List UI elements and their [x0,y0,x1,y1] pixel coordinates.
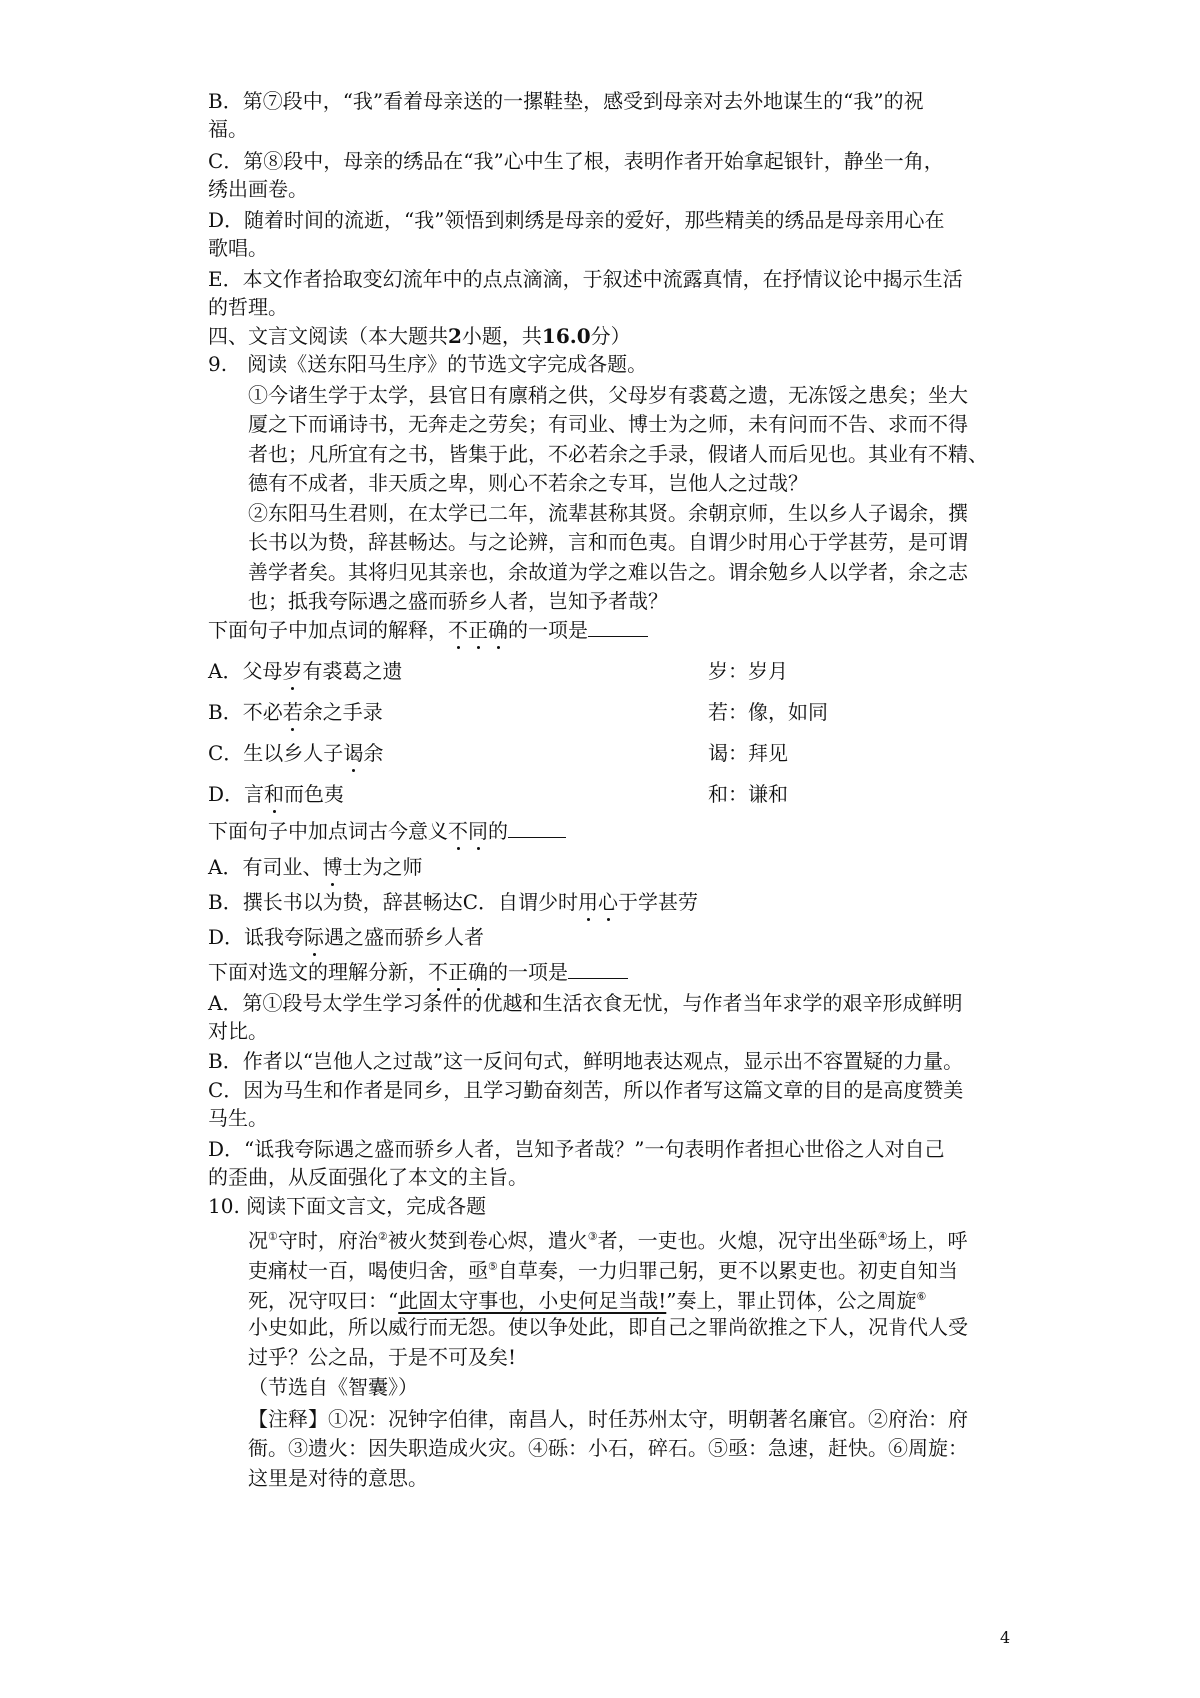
option-explanation: 岁：岁月 [708,659,788,683]
q9-sub3-option-d-line2: 的歪曲，从反面强化了本文的主旨。 [208,1165,528,1189]
q10-passage-line2: 吏痛杖一百，喝使归舍，亟⑤自草奏，一力归罪己躬，更不以累吏也。初吏自知当 [248,1258,958,1283]
page-number: 4 [1000,1628,1011,1647]
q9-sub3-option-a-line2: 对比。 [208,1019,268,1043]
q9-sub2-prompt: 下面句子中加点词古今意义不同的 [208,816,1008,846]
section-heading: 四、文言文阅读（本大题共2小题，共16.0分） [208,324,631,348]
q9-sub2-option-a: A．有司业、博士为之师 [208,852,1008,882]
option-b-line2: 福。 [208,117,248,141]
q9-sub1-option-d: D．言和而色夷 和：谦和 [208,779,1008,809]
q9-passage1-line4: 德有不成者，非天质之卑，则心不若余之专耳，岂他人之过哉？ [248,471,808,495]
option-d-line2: 歌唱。 [208,236,268,260]
option-b-line1: B．第⑦段中，“我”看着母亲送的一摞鞋垫，感受到母亲对去外地谋生的“我”的祝 [208,89,924,113]
q9-sub1-option-c: C．生以乡人子谒余 谒：拜见 [208,738,1008,768]
q9-sub3-option-d-line1: D．“诋我夸际遇之盛而骄乡人者，岂知予者哉？”一句表明作者担心世俗之人对自己 [208,1137,945,1161]
option-c-line2: 绣出画卷。 [208,177,308,201]
q9-sub1-option-a: A．父母岁有裘葛之遗 岁：岁月 [208,656,1008,686]
q9-passage2-line1: ②东阳马生君则，在太学已二年，流辈甚称其贤。余朝京师，生以乡人子谒余，撰 [248,501,968,525]
q9-passage2-line4: 也；抵我夸际遇之盛而骄乡人者，岂知予者哉？ [248,589,668,613]
option-explanation: 和：谦和 [708,782,788,806]
underlined-sentence: 此固太守事也，小史何足当哉! [398,1288,667,1313]
option-d-line1: D．随着时间的流逝，“我”领悟到刺绣是母亲的爱好，那些精美的绣品是母亲用心在 [208,208,945,232]
q9-sub2-options-bc: B．撰长书以为贽，辞甚畅达C．自谓少时用心于学甚劳 [208,887,1008,917]
q9-sub3-prompt: 下面对选文的理解分新，不正确的一项是 [208,957,1008,987]
q9-sub3-option-a-line1: A．第①段号太学生学习条件的优越和生活衣食无忧，与作者当年求学的艰辛形成鲜明 [208,991,963,1015]
answer-blank[interactable] [508,819,566,838]
q9-passage2-line3: 善学者矣。其将归见其亲也，余故道为学之难以告之。谓余勉乡人以学者，余之志 [248,560,968,584]
option-e-line2: 的哲理。 [208,295,288,319]
q10-passage-line1: 况①守时，府治②被火焚到卷心烬，遣火③者，一吏也。火熄，况守出坐砾④场上，呼 [248,1228,968,1253]
answer-blank[interactable] [568,960,628,979]
option-e-line1: E．本文作者拾取变幻流年中的点点滴滴，于叙述中流露真情，在抒情议论中揭示生活 [208,267,963,291]
q10-note-line3: 这里是对待的意思。 [248,1466,428,1490]
answer-blank[interactable] [588,618,648,637]
option-explanation: 谒：拜见 [708,741,788,765]
q9-passage1-line1: ①今诸生学于太学，县官日有廪稍之供，父母岁有裘葛之遗，无冻馁之患矣；坐大 [248,383,968,407]
q9-sub1-option-b: B．不必若余之手录 若：像，如同 [208,697,1008,727]
q9-sub3-option-c-line2: 马生。 [208,1106,268,1130]
q9-passage1-line3: 者也；凡所宜有之书，皆集于此，不必若余之手录，假诸人而后见也。其业有不精、 [248,442,988,466]
q10-note-line2: 衙。③遗火：因失职造成火灾。④砾：小石，碎石。⑤亟：急速，赶快。⑥周旋： [248,1436,968,1460]
option-explanation: 若：像，如同 [708,700,828,724]
q9-title: 9. 阅读《送东阳马生序》的节选文字完成各题。 [208,352,648,376]
q10-passage-line3: 死，况守叹曰：“此固太守事也，小史何足当哉!”奏上，罪止罚体，公之周旋⑥ [248,1288,927,1313]
q10-note-line1: 【注释】①况：况钟字伯律，南昌人，时任苏州太守，明朝著名廉官。②府治：府 [248,1407,968,1431]
q10-passage-line4: 小史如此，所以威行而无怨。使以争处此，即自己之罪尚欲推之下人，况肯代人受 [248,1315,968,1339]
option-c-line1: C．第⑧段中，母亲的绣品在“我”心中生了根，表明作者开始拿起银针，静坐一角， [208,149,944,173]
q9-passage2-line2: 长书以为贽，辞甚畅达。与之论辨，言和而色夷。自谓少时用心于学甚劳，是可谓 [248,530,968,554]
q9-passage1-line2: 厦之下而诵诗书，无奔走之劳矣；有司业、博士为之师，未有问而不告、求而不得 [248,412,968,436]
q9-sub3-option-b: B．作者以“岂他人之过哉”这一反问句式，鲜明地表达观点，显示出不容置疑的力量。 [208,1049,964,1073]
q9-sub3-option-c-line1: C．因为马生和作者是同乡，且学习勤奋刻苦，所以作者写这篇文章的目的是高度赞美 [208,1078,964,1102]
q9-sub2-option-d: D．诋我夸际遇之盛而骄乡人者 [208,922,1008,952]
q10-source: （节选自《智囊》） [248,1375,418,1399]
q10-passage-line5: 过乎？公之品，于是不可及矣! [248,1345,517,1369]
q10-title: 10. 阅读下面文言文，完成各题 [208,1194,487,1218]
q9-sub1-prompt: 下面句子中加点词的解释，不正确的一项是 [208,615,1008,645]
